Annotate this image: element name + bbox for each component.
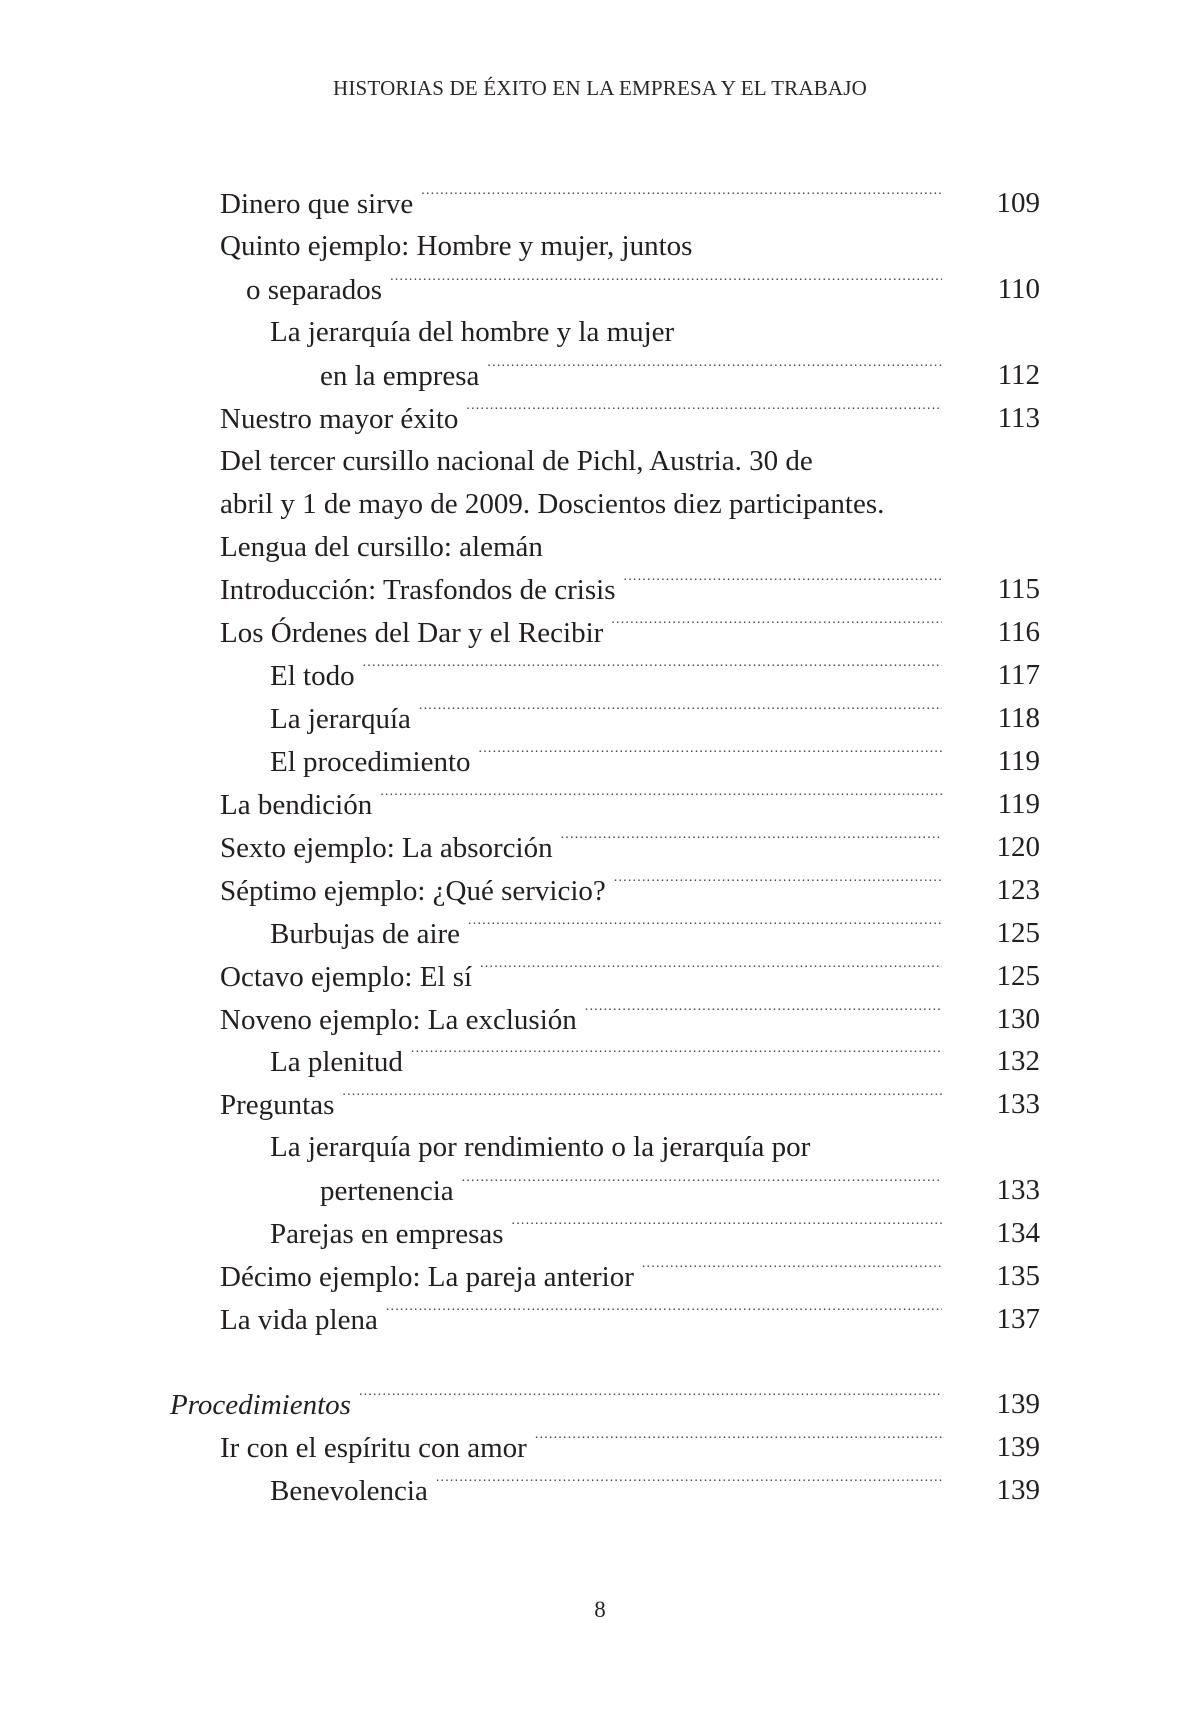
toc-entry-title: Sexto ejemplo: La absorción xyxy=(220,832,553,864)
toc-entry[interactable] xyxy=(220,569,948,609)
toc-section-note: Lengua del cursillo: alemán xyxy=(220,531,543,563)
toc-entry-title: Dinero que sirve xyxy=(220,188,414,220)
dot-leader xyxy=(479,741,942,771)
toc-entry-title: Los Órdenes del Dar y el Recibir xyxy=(220,617,604,649)
toc-page-number: 117 xyxy=(997,659,1040,691)
toc-entry[interactable] xyxy=(220,870,948,910)
dot-leader xyxy=(642,1256,942,1286)
toc-entry[interactable] xyxy=(320,1170,948,1210)
dot-leader xyxy=(390,269,942,299)
toc-entry[interactable] xyxy=(220,827,948,867)
dot-leader xyxy=(480,956,942,986)
toc-entry-title: Preguntas xyxy=(220,1089,335,1121)
dot-leader xyxy=(363,655,942,685)
toc-entry[interactable] xyxy=(220,784,948,824)
toc-entry[interactable] xyxy=(220,1084,948,1124)
dot-leader xyxy=(359,1384,942,1414)
toc-entry-title: El todo xyxy=(270,660,355,692)
toc-entry-title: La jerarquía xyxy=(270,703,411,735)
toc-entry[interactable] xyxy=(220,999,948,1039)
toc-entry-title: Burbujas de aire xyxy=(270,918,461,950)
dot-leader xyxy=(585,999,942,1029)
toc-entry-title: La vida plena xyxy=(220,1304,378,1336)
toc-entry[interactable] xyxy=(220,1299,948,1339)
toc-page-number: 139 xyxy=(996,1431,1040,1463)
toc-page-number: 118 xyxy=(997,702,1040,734)
toc-entry-title: La jerarquía por rendimiento o la jerarquía por xyxy=(270,1131,811,1163)
toc-entry[interactable] xyxy=(220,612,948,652)
toc-section-note: Del tercer cursillo nacional de Pichl, Austria. 30 de xyxy=(220,445,813,477)
toc-entry-title: Nuestro mayor éxito xyxy=(220,403,459,435)
toc-chapter-entry[interactable] xyxy=(170,1384,948,1424)
dot-leader xyxy=(466,398,942,428)
dot-leader xyxy=(512,1213,942,1243)
toc-page-number: 119 xyxy=(997,788,1040,820)
toc-entry-title: El procedimiento xyxy=(270,746,471,778)
dot-leader xyxy=(342,1084,942,1114)
toc-entry-title: o separados xyxy=(246,274,383,306)
toc-entry-title: en la empresa xyxy=(320,360,480,392)
page-number: 8 xyxy=(594,1597,606,1622)
toc-entry[interactable] xyxy=(320,355,948,395)
toc-page-number: 125 xyxy=(996,960,1040,992)
toc-entry-title: Benevolencia xyxy=(270,1475,428,1507)
toc-page-number: 125 xyxy=(996,917,1040,949)
toc-page-number: 112 xyxy=(997,359,1040,391)
toc-page-number: 133 xyxy=(996,1088,1040,1120)
toc-entry[interactable] xyxy=(220,1256,948,1296)
toc-page-number: 139 xyxy=(996,1474,1040,1506)
toc-entry[interactable] xyxy=(270,1041,948,1081)
toc-page-number: 134 xyxy=(996,1217,1040,1249)
toc-entry[interactable] xyxy=(270,913,948,953)
dot-leader xyxy=(624,569,943,599)
toc-entry[interactable] xyxy=(270,741,948,781)
toc-entry-title: Noveno ejemplo: La exclusión xyxy=(220,1004,577,1036)
toc-page-number: 133 xyxy=(996,1174,1040,1206)
toc-page-number: 115 xyxy=(997,573,1040,605)
toc-entry-title: La plenitud xyxy=(270,1046,403,1078)
dot-leader xyxy=(419,698,942,728)
running-head: HISTORIAS DE ÉXITO EN LA EMPRESA Y EL TRABAJO xyxy=(332,76,868,100)
toc-entry-title: pertenencia xyxy=(320,1175,454,1207)
toc-page-number: 123 xyxy=(996,874,1040,906)
dot-leader xyxy=(462,1170,942,1200)
toc-page-number: 137 xyxy=(996,1303,1040,1335)
toc-entry-title: Introducción: Trasfondos de crisis xyxy=(220,574,616,606)
toc-entry-title: La bendición xyxy=(220,789,373,821)
toc-page-number: 110 xyxy=(997,273,1040,305)
toc-entry[interactable] xyxy=(270,655,948,695)
toc-entry[interactable] xyxy=(220,1427,948,1467)
dot-leader xyxy=(561,827,942,857)
toc-entry[interactable] xyxy=(270,1213,948,1253)
toc-page-number: 109 xyxy=(996,187,1040,219)
toc-entry[interactable] xyxy=(220,398,948,438)
toc-entry[interactable] xyxy=(246,269,948,309)
toc-page-number: 120 xyxy=(996,831,1040,863)
toc-entry-title: La jerarquía del hombre y la mujer xyxy=(270,316,675,348)
toc-page-number: 132 xyxy=(996,1045,1040,1077)
dot-leader xyxy=(386,1299,942,1329)
toc-section-note: abril y 1 de mayo de 2009. Doscientos diez participantes. xyxy=(220,488,885,520)
toc-entry[interactable] xyxy=(270,1470,948,1510)
dot-leader xyxy=(421,183,942,213)
toc-entry-title: Décimo ejemplo: La pareja anterior xyxy=(220,1261,634,1293)
toc-entry-title: Quinto ejemplo: Hombre y mujer, juntos xyxy=(220,230,693,262)
toc-entry-title: Ir con el espíritu con amor xyxy=(220,1432,527,1464)
dot-leader xyxy=(468,913,942,943)
toc-entry-title: Séptimo ejemplo: ¿Qué servicio? xyxy=(220,875,606,907)
toc-page-number: 130 xyxy=(996,1003,1040,1035)
dot-leader xyxy=(611,612,942,642)
dot-leader xyxy=(436,1470,942,1500)
toc-entry-title: Parejas en empresas xyxy=(270,1218,504,1250)
dot-leader xyxy=(614,870,942,900)
toc-page-number: 113 xyxy=(997,402,1040,434)
toc-page-number: 119 xyxy=(997,745,1040,777)
dot-leader xyxy=(411,1041,942,1071)
dot-leader xyxy=(487,355,942,385)
toc-entry[interactable] xyxy=(220,183,948,223)
dot-leader xyxy=(380,784,942,814)
toc-page-number: 139 xyxy=(996,1388,1040,1420)
toc-page-number: 116 xyxy=(997,616,1040,648)
toc-page-number: 135 xyxy=(996,1260,1040,1292)
toc-entry-title: Octavo ejemplo: El sí xyxy=(220,961,473,993)
toc-entry[interactable] xyxy=(270,698,948,738)
toc-chapter-title: Procedimientos xyxy=(170,1389,351,1421)
dot-leader xyxy=(535,1427,942,1457)
toc-entry[interactable] xyxy=(220,956,948,996)
